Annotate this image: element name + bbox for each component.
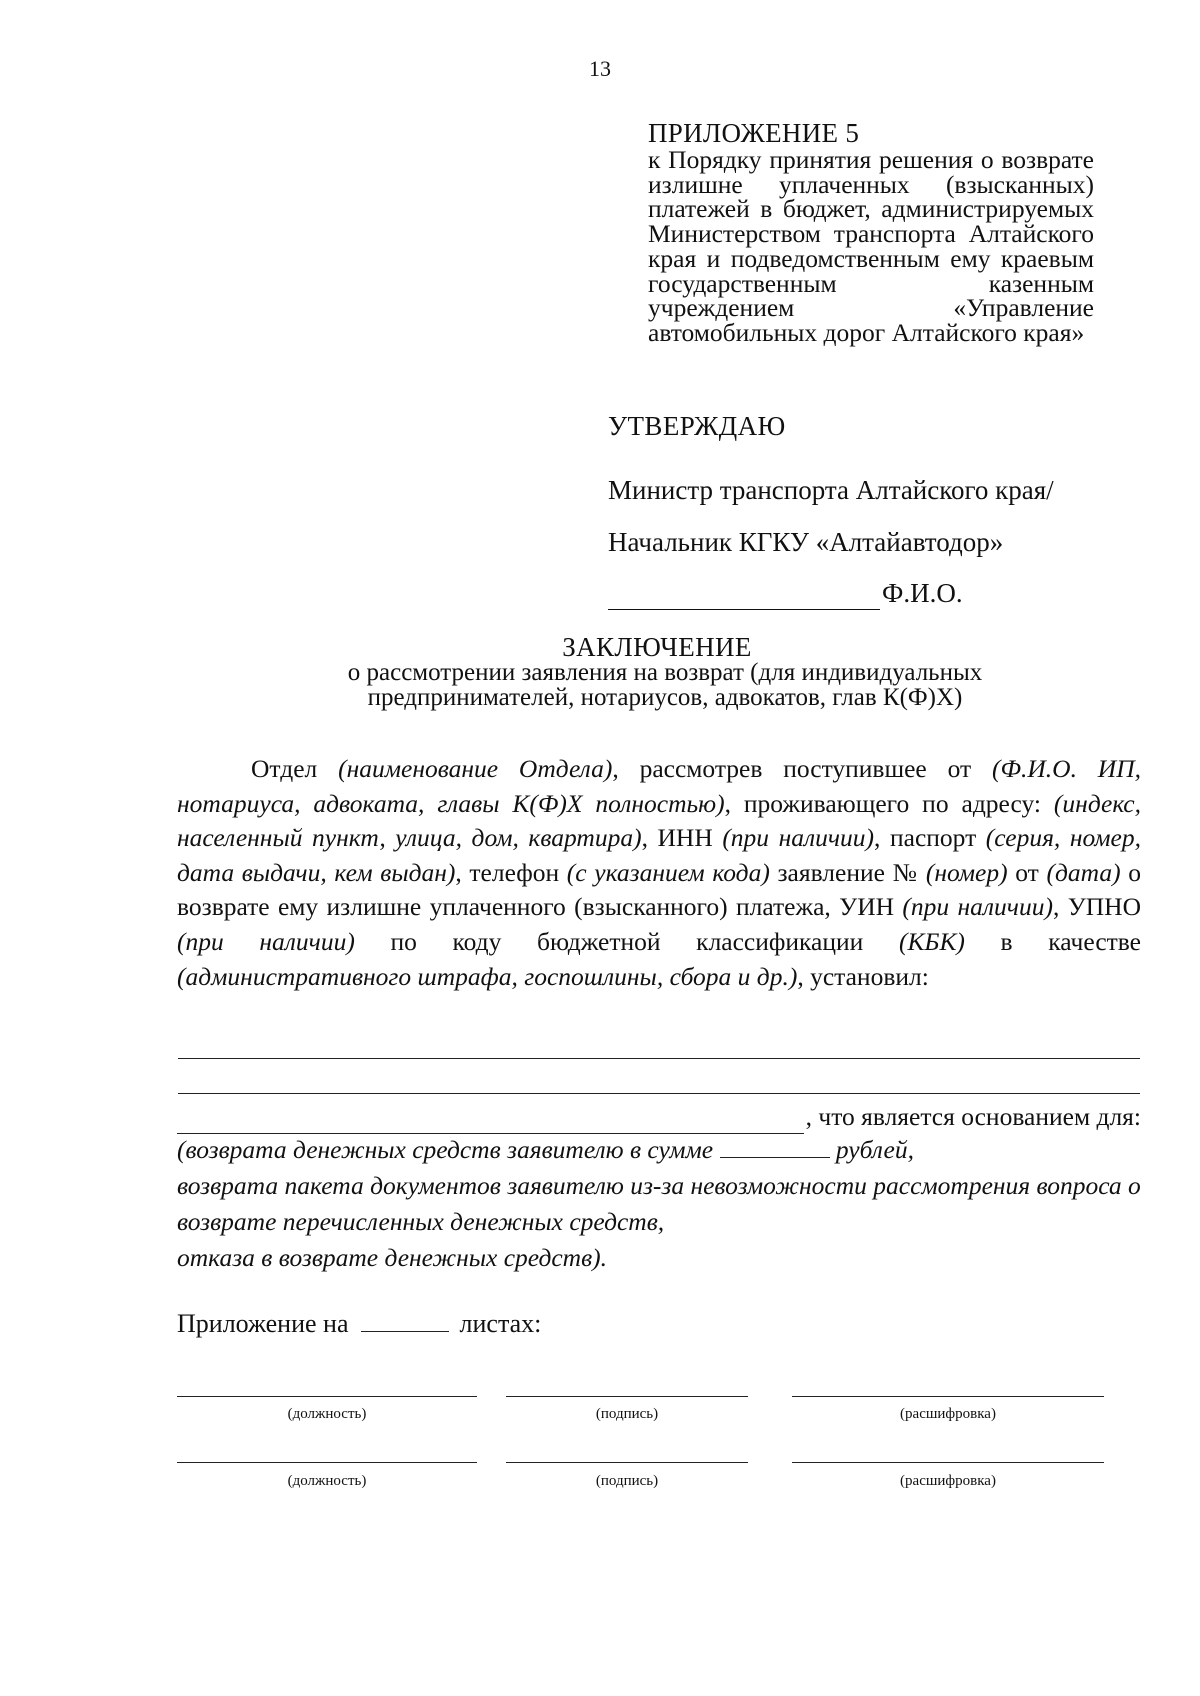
body-text: от	[1007, 857, 1047, 887]
signature-caption-1: (подпись)	[595, 1406, 659, 1422]
conclusion-subtitle: о рассмотрении заявления на возврат (для индивидуальных предпринимателей, нотариусов, адвокатов, глав К(Ф)Х)	[347, 659, 983, 711]
body-text: , рассмотрев поступившее от	[612, 754, 992, 783]
decryption-line-2[interactable]	[792, 1462, 1104, 1463]
approval-signature-blank[interactable]	[608, 583, 880, 610]
appendix-text: к Порядку принятия решения о возврате излишне уплаченных (взысканных) платежей в бюджет, администрируемых Министерством транспорта Алтайского края и подведомственным ему краевым государственным казенным учреждением «Управление автомобильных дорог Алтайского края»	[648, 145, 1094, 347]
body-text: в качестве	[964, 926, 1141, 956]
approval-minister: Министр транспорта Алтайского края/	[608, 475, 1054, 505]
body-placeholder: (индекс, населенный пункт, улица, дом, квартира)	[177, 788, 1141, 853]
body-placeholder: (серия, номер, дата выдачи, кем выдан)	[177, 823, 1142, 887]
appendix-block	[648, 118, 1094, 346]
body-text: , УПНО	[1052, 892, 1141, 922]
body-text: заявление №	[769, 857, 926, 887]
body-text: , паспорт	[874, 823, 986, 853]
finding-blank-line-1[interactable]	[178, 1058, 1140, 1059]
option-refund-unit: рублей,	[835, 1135, 914, 1164]
option-return-documents: возврата пакета документов заявителю из-за невозможности рассмотрения вопроса о возврате перечисленных денежных средств,	[177, 1171, 1141, 1236]
basis-row	[177, 1100, 1141, 1134]
body-placeholder: (административного штрафа, госпошлины, сбора и др.)	[177, 961, 798, 991]
signature-caption-2: (подпись)	[595, 1473, 659, 1489]
body-text: по коду бюджетной классификации	[354, 926, 899, 956]
body-placeholder: (КБК)	[898, 926, 965, 956]
option-refusal: отказа в возврате денежных средств).	[177, 1243, 608, 1272]
refund-amount-blank[interactable]	[720, 1135, 830, 1158]
approval-signature-label: Ф.И.О.	[882, 578, 963, 608]
body-placeholder: (дата)	[1046, 857, 1121, 887]
attachment-sheets-label: листах:	[459, 1309, 542, 1338]
body-placeholder: (при наличии)	[722, 823, 875, 853]
body-text: , телефон	[455, 857, 567, 887]
body-text: , ИНН	[641, 823, 723, 853]
body-placeholder: (наименование Отдела)	[338, 754, 613, 783]
decryption-caption-2: (расшифровка)	[900, 1473, 996, 1489]
conclusion-title: ЗАКЛЮЧЕНИЕ	[562, 632, 752, 662]
attachment-label: Приложение на	[177, 1309, 349, 1338]
basis-text: , что является основанием для:	[805, 1102, 1141, 1131]
finding-blank-line-2[interactable]	[178, 1093, 1140, 1094]
body-placeholder: (с указанием кода)	[566, 857, 770, 887]
body-text: о возврате ему излишне уплаченного (взысканного) платежа, УИН	[177, 857, 1141, 922]
attachment-row	[177, 1308, 541, 1340]
approval-signature-row	[608, 576, 1148, 610]
body-text: Отдел	[251, 754, 339, 783]
body-placeholder: (при наличии)	[902, 892, 1053, 922]
body-text: , проживающего по адресу:	[724, 788, 1054, 818]
option-refund-text: (возврата денежных средств заявителю в сумме	[177, 1135, 714, 1164]
approval-heading: УТВЕРЖДАЮ	[608, 411, 786, 441]
position-line-2[interactable]	[177, 1462, 477, 1463]
decision-options	[177, 1132, 1141, 1276]
attachment-sheets-blank[interactable]	[361, 1309, 449, 1332]
decryption-line-1[interactable]	[792, 1396, 1104, 1397]
position-caption-1: (должность)	[287, 1406, 367, 1422]
body-placeholder: (при наличии)	[177, 926, 355, 956]
option-refund	[177, 1132, 1141, 1168]
approval-chief: Начальник КГКУ «Алтайавтодор»	[608, 527, 1004, 557]
decryption-caption-1: (расшифровка)	[900, 1406, 996, 1422]
signature-line-1[interactable]	[506, 1396, 748, 1397]
conclusion-body-paragraph	[177, 752, 1141, 994]
position-caption-2: (должность)	[287, 1473, 367, 1489]
position-line-1[interactable]	[177, 1396, 477, 1397]
signature-line-2[interactable]	[506, 1462, 748, 1463]
approval-block	[608, 410, 1148, 610]
appendix-title: ПРИЛОЖЕНИЕ 5	[648, 118, 860, 148]
page-number: 13	[589, 56, 611, 81]
body-text: , установил:	[797, 961, 929, 991]
body-placeholder: (Ф.И.О. ИП, нотариуса, адвоката, главы К(Ф)Х полностью)	[177, 754, 1141, 818]
body-placeholder: (номер)	[925, 857, 1008, 887]
finding-blank-line-3[interactable]	[177, 1107, 804, 1134]
